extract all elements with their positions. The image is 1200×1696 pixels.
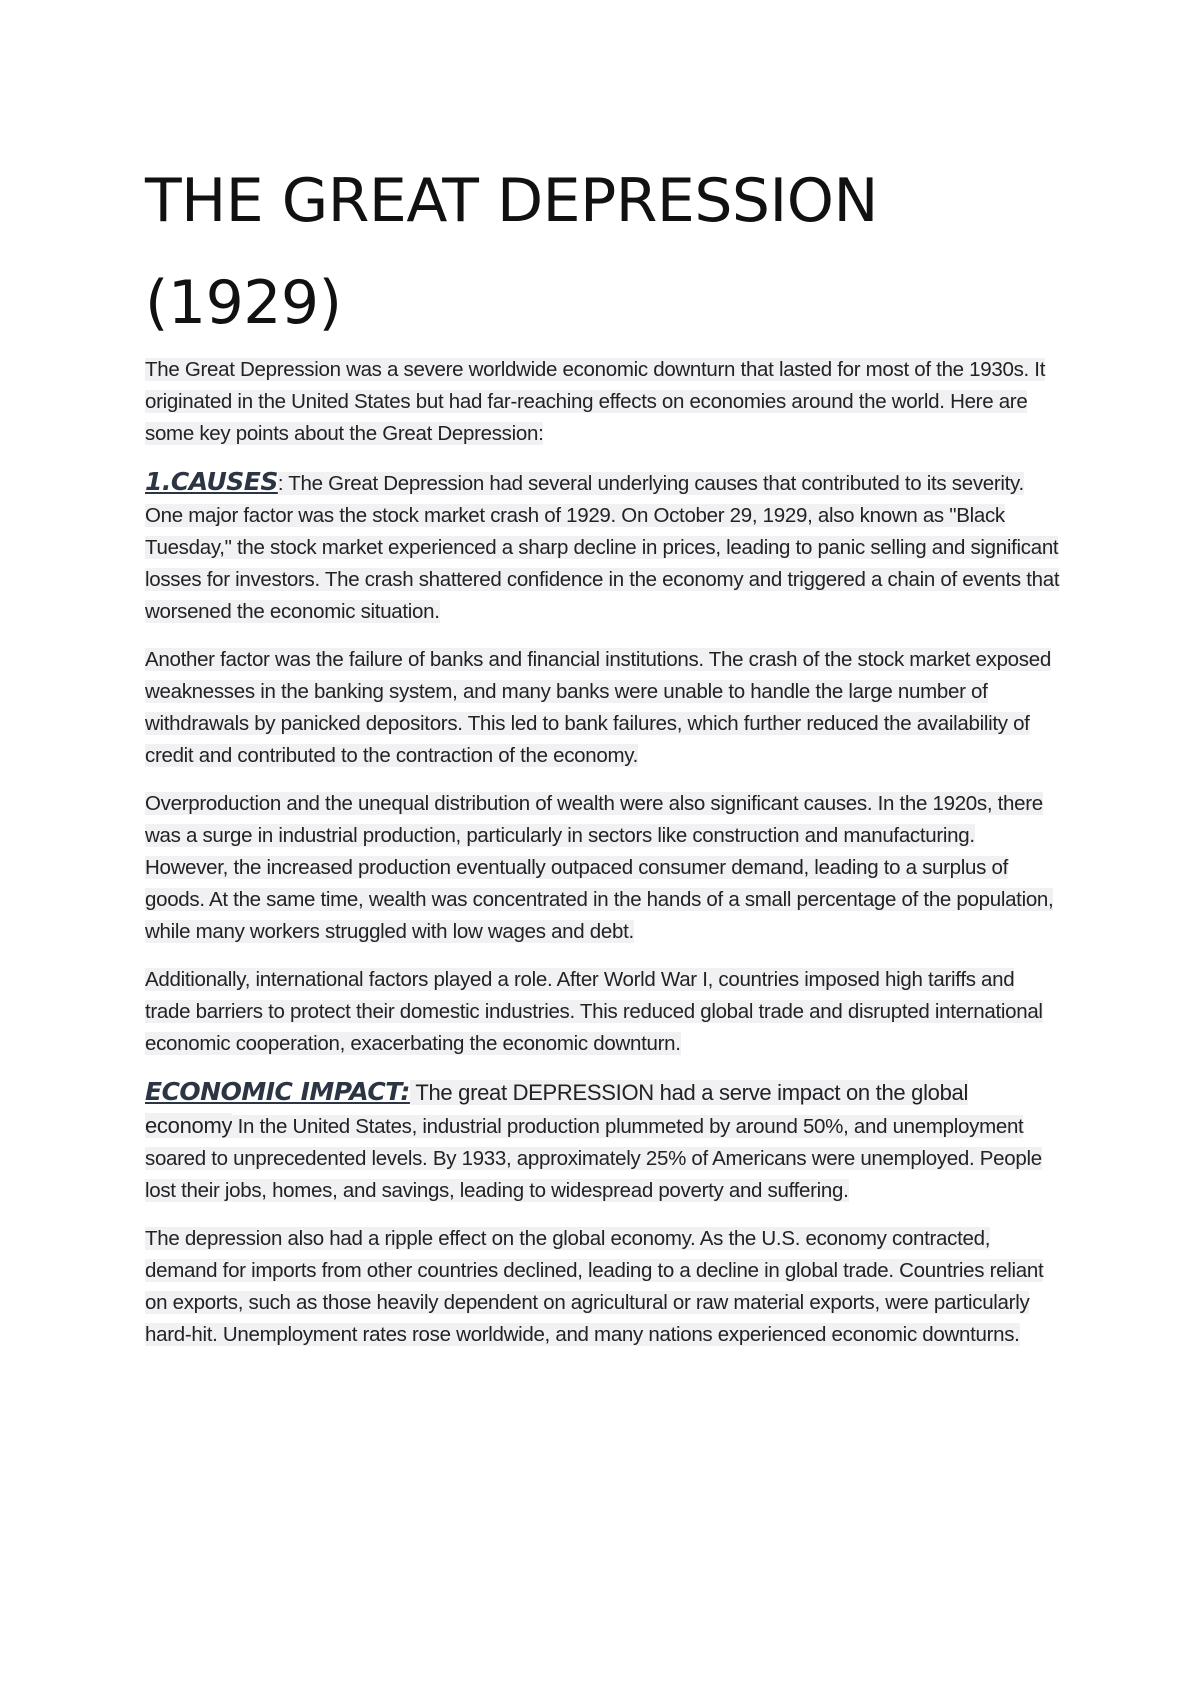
causes-text: The Great Depression had several underlying causes that contributed to its severity. One major factor was the stock market crash of 1929. On October 29, 1929, also known as "Black Tuesday," the stock market experienced a sharp decline in prices, leading to panic selling and significant losses for investors. The crash shattered confidence in the economy and triggered a chain of events that worsened the economic situation. — [145, 472, 1060, 623]
intro-paragraph — [145, 354, 1060, 450]
causes-text-2: Another factor was the failure of banks and financial institutions. The crash of the stock market exposed weaknesses in the banking system, and many banks were unable to handle the large number of withdrawals by panicked depositors. This led to bank failures, which further reduced the availability of credit and contributed to the contraction of the economy. — [145, 648, 1051, 767]
causes-paragraph-3 — [145, 788, 1060, 948]
economic-impact-paragraph-2 — [145, 1223, 1060, 1351]
causes-paragraph-4 — [145, 964, 1060, 1060]
economic-impact-paragraph — [145, 1076, 1060, 1207]
causes-paragraph-2 — [145, 644, 1060, 772]
economic-impact-heading: ECONOMIC IMPACT: — [145, 1077, 410, 1106]
causes-text-3: Overproduction and the unequal distribution of wealth were also significant causes. In the 1920s, there was a surge in industrial production, particularly in sectors like construction and manufacturing. However, the increased production eventually outpaced consumer demand, leading to a surplus of goods. At the same time, wealth was concentrated in the hands of a small percentage of the population, while many workers struggled with low wages and debt. — [145, 792, 1054, 943]
economic-impact-lead: The great DEPRESSION had a serve impact on the global economy — [145, 1080, 969, 1138]
economic-impact-text-2: The depression also had a ripple effect on the global economy. As the U.S. economy contracted, demand for imports from other countries declined, leading to a decline in global trade. Countries reliant on exports, such as those heavily dependent on agricultural or raw material exports, were particularly hard-hit. Unemployment rates rose worldwide, and many nations experienced economic downturns. — [145, 1227, 1044, 1346]
document-title: THE GREAT DEPRESSION (1929) — [145, 166, 878, 338]
causes-paragraph — [145, 466, 1060, 628]
causes-text-4: Additionally, international factors played a role. After World War I, countries imposed high tariffs and trade barriers to protect their domestic industries. This reduced global trade and disrupted international economic cooperation, exacerbating the economic downturn. — [145, 968, 1043, 1055]
causes-heading-colon: : — [277, 472, 284, 495]
document-page — [145, 150, 1060, 1367]
causes-heading: 1.CAUSES — [145, 467, 278, 496]
intro-text: The Great Depression was a severe worldwide economic downturn that lasted for most of the 1930s. It originated in the United States but had far-reaching effects on economies around the world. Here are some key points about the Great Depression: — [145, 358, 1046, 445]
economic-impact-text: In the United States, industrial production plummeted by around 50%, and unemployment soared to unprecedented levels. By 1933, approximately 25% of Americans were unemployed. People lost their jobs, homes, and savings, leading to widespread poverty and suffering. — [145, 1115, 1042, 1202]
